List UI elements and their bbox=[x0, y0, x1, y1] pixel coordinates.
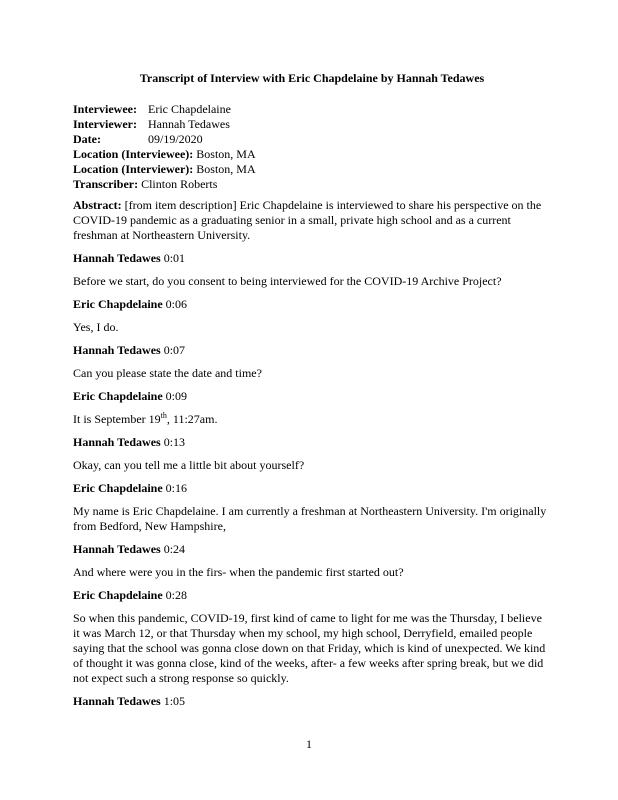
metadata-value: Hannah Tedawes bbox=[148, 117, 230, 131]
metadata-value: Boston, MA bbox=[196, 162, 256, 176]
metadata-label: Location (Interviewee): bbox=[73, 147, 194, 161]
dialogue-paragraph: So when this pandemic, COVID-19, first kind of came to light for me was the Thursday, I believe it was March 12, or that Thursday when my school, my high school, Derryfield, emailed people saying that the school was gonna close down on that Friday, which is kind of unexpected. We kind of thought it was gonna close, kind of the weeks, after- a few weeks after spring break, but we did not expect such a strong response so quickly. bbox=[73, 611, 546, 685]
dialogue-paragraph: Before we start, do you consent to being interviewed for the COVID-19 Archive Project? bbox=[73, 274, 502, 288]
metadata-block bbox=[73, 102, 551, 192]
speaker-name: Hannah Tedawes bbox=[73, 435, 161, 449]
abstract-text: [from item description] Eric Chapdelaine is interviewed to share his perspective on the COVID-19 pandemic as a graduating senior in a small, private high school and as a current freshman at Northeastern University. bbox=[73, 198, 542, 242]
timestamp: 0:24 bbox=[163, 542, 186, 556]
dialogue-text-before-ordinal: It is September 19 bbox=[73, 412, 161, 426]
metadata-label: Date: bbox=[73, 132, 101, 146]
metadata-label: Location (Interviewer): bbox=[73, 162, 194, 176]
timestamp: 0:06 bbox=[165, 297, 188, 311]
timestamp: 0:09 bbox=[165, 389, 188, 403]
speaker-line bbox=[73, 694, 551, 709]
speaker-name: Hannah Tedawes bbox=[73, 542, 161, 556]
metadata-row-location-interviewer bbox=[73, 162, 551, 177]
speaker-name: Eric Chapdelaine bbox=[73, 481, 163, 495]
dialogue-paragraph: Okay, can you tell me a little bit about yourself? bbox=[73, 458, 305, 472]
metadata-value: Eric Chapdelaine bbox=[148, 102, 231, 116]
metadata-row-location-interviewee bbox=[73, 147, 551, 162]
timestamp: 0:13 bbox=[163, 435, 186, 449]
speaker-line bbox=[73, 389, 551, 404]
timestamp: 0:16 bbox=[165, 481, 188, 495]
metadata-value: Clinton Roberts bbox=[141, 177, 218, 191]
speaker-name: Hannah Tedawes bbox=[73, 343, 161, 357]
speaker-name: Hannah Tedawes bbox=[73, 694, 161, 708]
speaker-line bbox=[73, 343, 551, 358]
metadata-label: Interviewer: bbox=[73, 117, 137, 131]
dialogue-paragraph: My name is Eric Chapdelaine. I am currently a freshman at Northeastern University. I'm originally from Bedford, New Hampshire, bbox=[73, 504, 547, 533]
speaker-name: Hannah Tedawes bbox=[73, 251, 161, 265]
speaker-line bbox=[73, 542, 551, 557]
dialogue-paragraph: Yes, I do. bbox=[73, 320, 119, 334]
speaker-name: Eric Chapdelaine bbox=[73, 389, 163, 403]
metadata-row-transcriber bbox=[73, 177, 551, 192]
dialogue-paragraph bbox=[73, 412, 551, 427]
metadata-value: Boston, MA bbox=[196, 147, 256, 161]
timestamp: 0:01 bbox=[163, 251, 186, 265]
speaker-line bbox=[73, 588, 551, 603]
speaker-name: Eric Chapdelaine bbox=[73, 297, 163, 311]
metadata-value: 09/19/2020 bbox=[148, 132, 203, 146]
speaker-line bbox=[73, 435, 551, 450]
speaker-line bbox=[73, 481, 551, 496]
speaker-name: Eric Chapdelaine bbox=[73, 588, 163, 602]
metadata-row-interviewer bbox=[73, 117, 551, 132]
dialogue-paragraph: Can you please state the date and time? bbox=[73, 366, 262, 380]
metadata-label: Transcriber: bbox=[73, 177, 139, 191]
metadata-row-date bbox=[73, 132, 551, 147]
timestamp: 0:28 bbox=[165, 588, 188, 602]
abstract-label: Abstract: bbox=[73, 198, 122, 212]
dialogue-paragraph: And where were you in the firs- when the pandemic first started out? bbox=[73, 565, 404, 579]
document-title: Transcript of Interview with Eric Chapdelaine by Hannah Tedawes bbox=[139, 71, 485, 85]
ordinal-suffix: th bbox=[160, 411, 167, 420]
page-number: 1 bbox=[306, 737, 312, 751]
speaker-line bbox=[73, 251, 551, 266]
metadata-label: Interviewee: bbox=[73, 102, 137, 116]
speaker-line bbox=[73, 297, 551, 312]
timestamp: 0:07 bbox=[163, 343, 186, 357]
timestamp: 1:05 bbox=[163, 694, 186, 708]
dialogue-text-after-ordinal: , 11:27am. bbox=[166, 412, 218, 426]
metadata-row-interviewee bbox=[73, 102, 551, 117]
abstract-paragraph bbox=[73, 198, 551, 243]
